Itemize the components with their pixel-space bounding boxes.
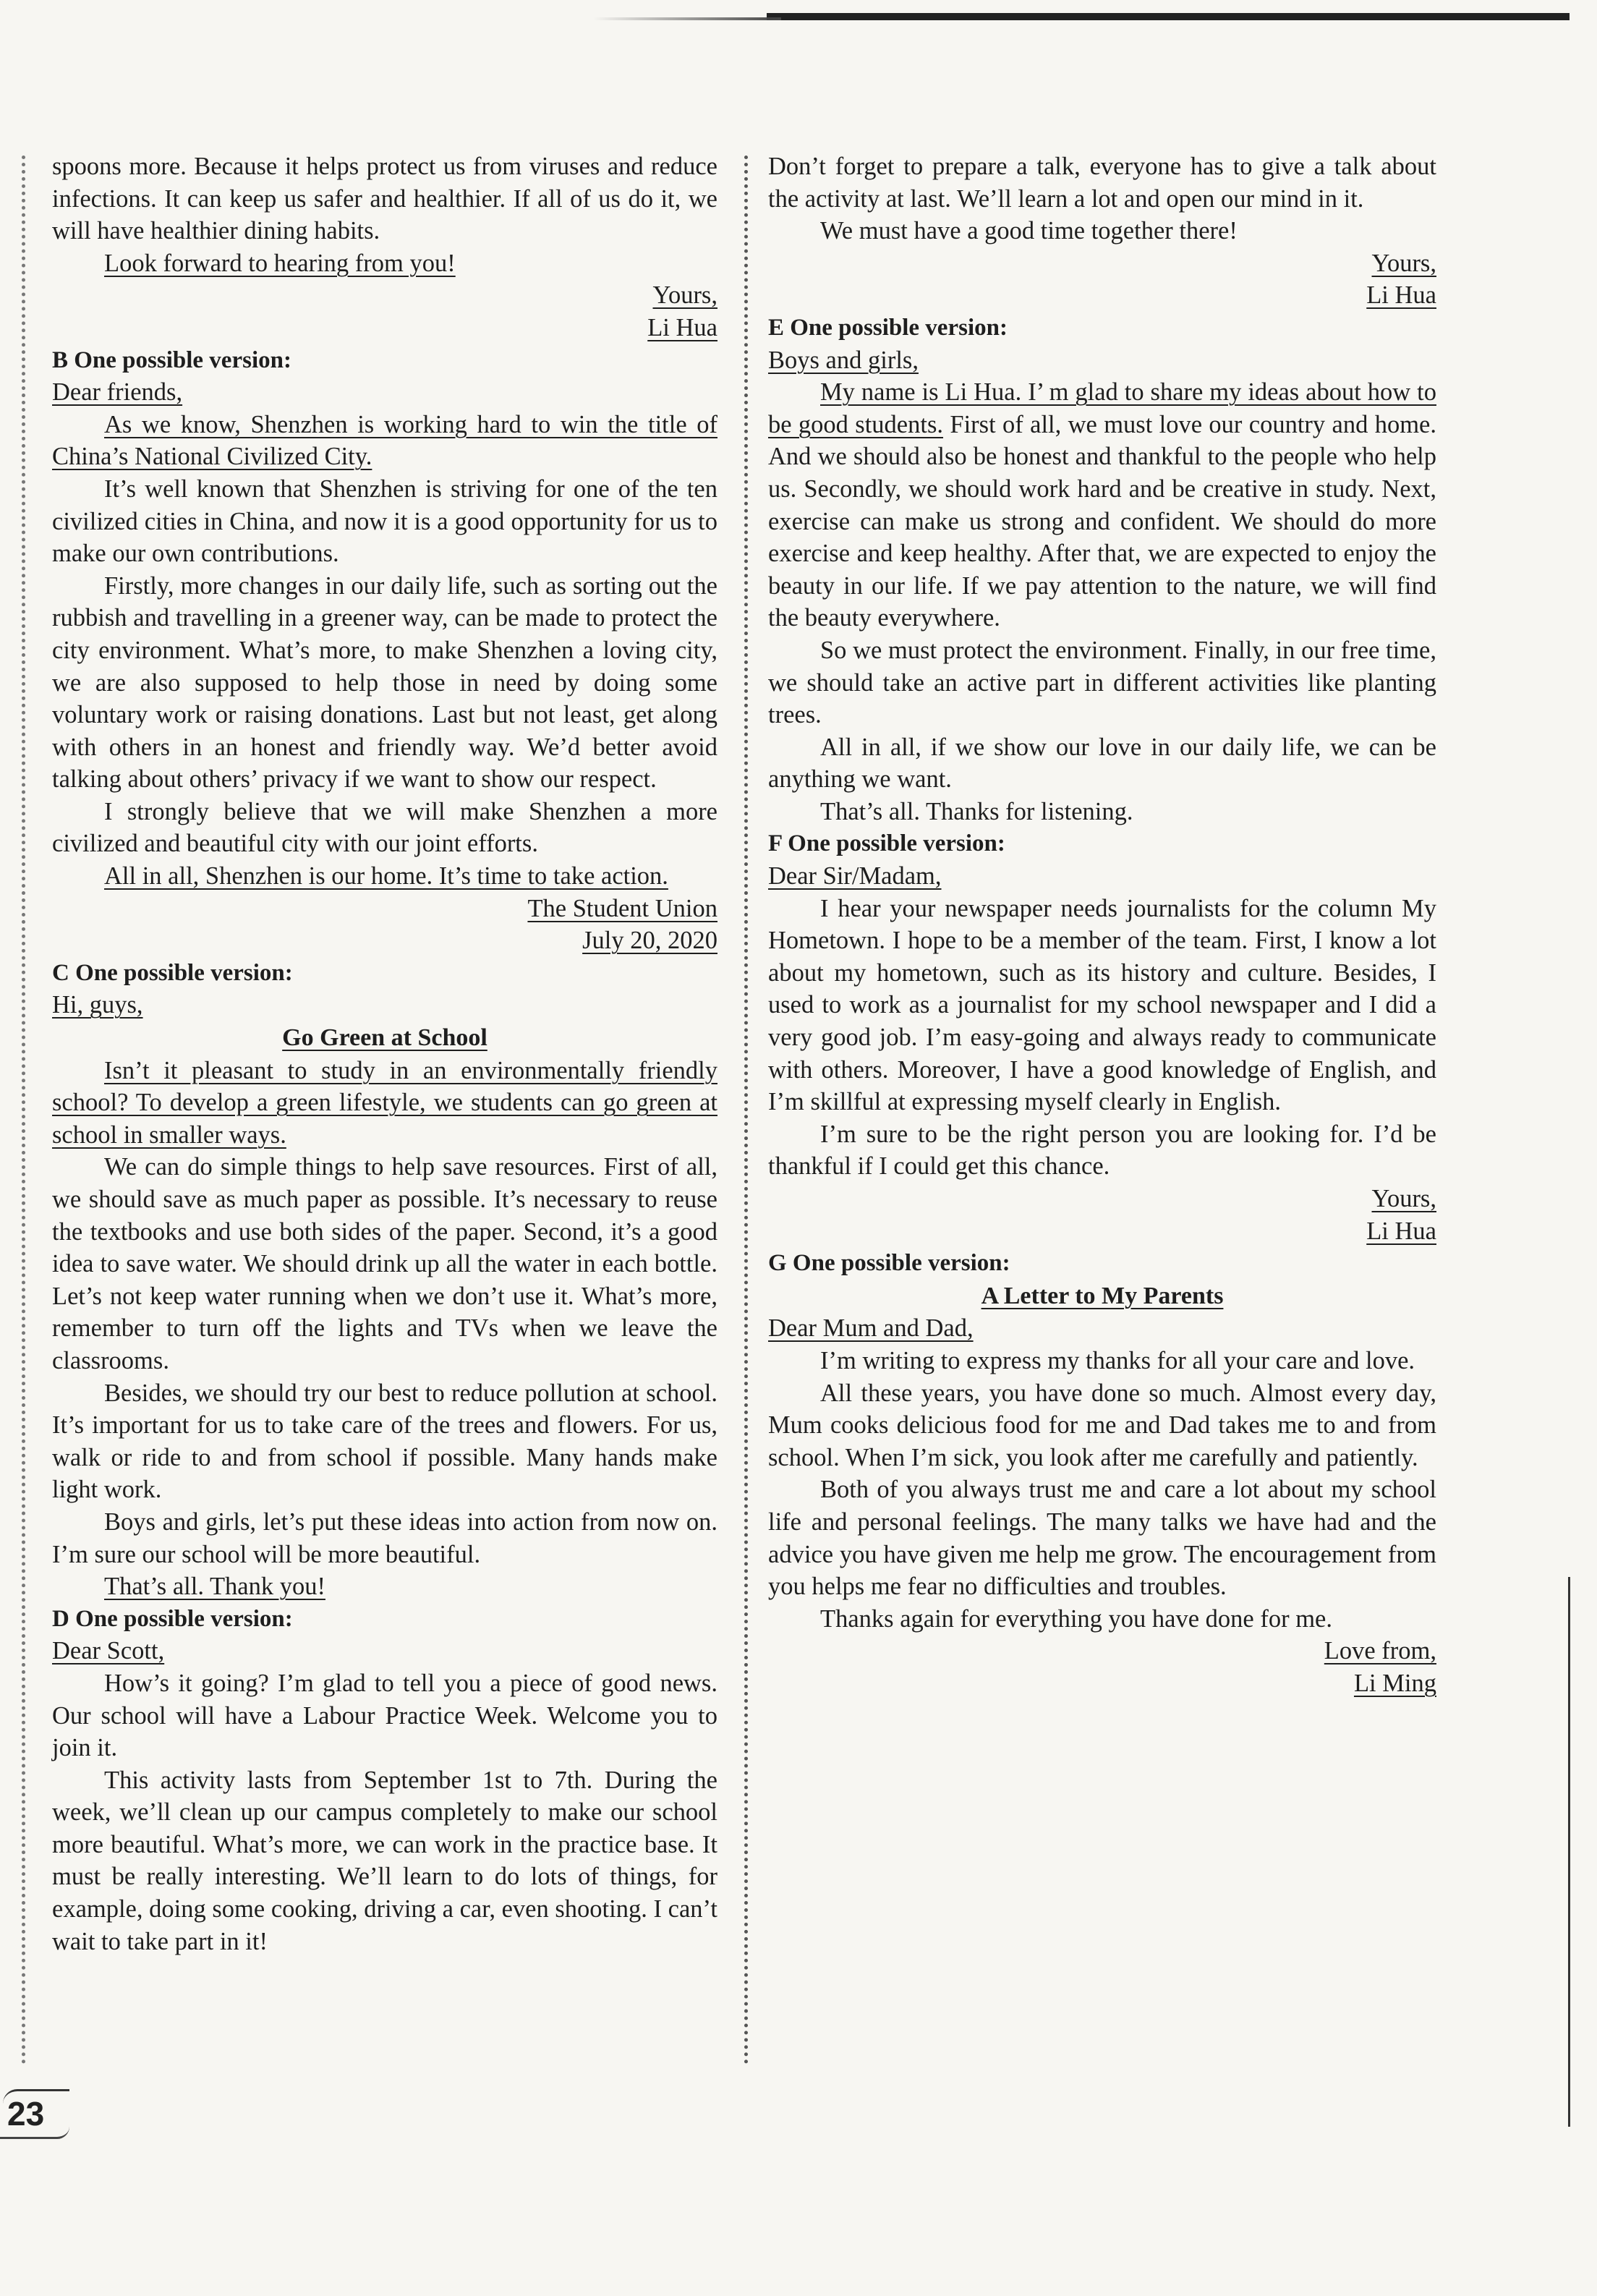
d-greeting: Dear Scott, bbox=[52, 1637, 165, 1665]
e-paragraph-1-underlined: My name is Li Hua. I’ m glad to share my ideas about how to be good students. bbox=[768, 378, 1436, 438]
b-greeting: Dear friends, bbox=[52, 378, 183, 407]
b-paragraph-2: It’s well known that Shenzhen is striving for one of the ten civilized cities in China, and now it is a good opportunity for us to make our own contributions. bbox=[52, 475, 717, 568]
d-paragraph-4: We must have a good time together there! bbox=[820, 217, 1238, 245]
f-paragraph-1: I hear your newspaper needs journalists for the column My Hometown. I hope to be a member of the team. First, I know a lot about my hometown, such as its history and culture. Besides, I used to work as a journalist for my school newspaper and I did a very good job. I’m easy-going and always ready to communicate with others. Moreover, I have a good knowledge of English, and I’m skillful at expressing myself clearly in English. bbox=[768, 894, 1436, 1116]
b-signature: The Student Union bbox=[527, 894, 717, 922]
g-paragraph-3: Both of you always trust me and care a lot about my school life and personal feelings. The many talks we have had and the advice you have given me help me grow. The encouragement from you helps me fear no difficulties and troubles. bbox=[768, 1476, 1436, 1601]
g-love-from: Love from, bbox=[1324, 1637, 1436, 1665]
b-paragraph-1: As we know, Shenzhen is working hard to win the title of China’s National Civilized City. bbox=[52, 410, 717, 471]
section-g-label: G One possible version: bbox=[768, 1250, 1010, 1277]
right-column bbox=[768, 150, 1436, 1700]
a-closing: Look forward to hearing from you! bbox=[104, 249, 456, 277]
a-yours: Yours, bbox=[652, 281, 717, 310]
c-paragraph-5: That’s all. Thank you! bbox=[104, 1573, 325, 1601]
c-paragraph-2: We can do simple things to help save resources. First of all, we should save as much paper as possible. It’s necessary to reuse the textbooks and use both sides of the paper. Second, it’s a good idea to save water. We should drink up all the water in each bottle. Let’s not keep water running when we don’t use it. What’s more, remember to turn off the lights and TVs when we leave the classrooms. bbox=[52, 1153, 717, 1374]
left-column bbox=[52, 150, 717, 1957]
a-paragraph-1: spoons more. Because it helps protect us from viruses and reduce infections. It can keep us safer and healthier. If all of us do it, we will have healthier dining habits. bbox=[52, 153, 717, 245]
b-paragraph-3: Firstly, more changes in our daily life, such as sorting out the rubbish and travelling in a greener way, can be made to protect the city environment. What’s more, to make Shenzhen a loving city, we are also supposed to help those in need by doing some voluntary work or raising donations. Last but not least, get along with others in an honest and friendly way. We’d better avoid talking about others’ privacy if we want to show our respect. bbox=[52, 571, 717, 794]
f-yours: Yours, bbox=[1371, 1185, 1436, 1212]
section-e-label: E One possible version: bbox=[768, 314, 1008, 341]
top-rule-fade bbox=[593, 17, 781, 20]
left-margin-dots bbox=[22, 156, 25, 2065]
c-paragraph-4: Boys and girls, let’s put these ideas into action from now on. I’m sure our school will be more beautiful. bbox=[52, 1508, 717, 1568]
g-signature: Li Ming bbox=[1353, 1669, 1436, 1697]
d-paragraph-2: This activity lasts from September 1st to 7th. During the week, we’ll clean up our campus completely to make our school more beautiful. What’s more, we can work in the practice base. It must be really interesting. We’ll learn to do lots of things, for example, doing some cooking, driving a car, even shooting. I can’t wait to take part in it! bbox=[52, 1766, 717, 1955]
d-paragraph-3: Don’t forget to prepare a talk, everyone has to give a talk about the activity at last. We’ll learn a lot and open our mind in it. bbox=[768, 153, 1436, 213]
g-paragraph-4: Thanks again for everything you have done for me. bbox=[820, 1604, 1332, 1633]
b-paragraph-4: I strongly believe that we will make Shenzhen a more civilized and beautiful city with our joint efforts. bbox=[52, 797, 717, 858]
e-paragraph-4: That’s all. Thanks for listening. bbox=[820, 797, 1133, 825]
g-paragraph-2: All these years, you have done so much. Almost every day, Mum cooks delicious food for me and Dad takes me to and from school. When I’m sick, you look after me carefully and patiently. bbox=[768, 1379, 1436, 1471]
c-greeting: Hi, guys, bbox=[52, 991, 143, 1019]
c-paragraph-3: Besides, we should try our best to reduce pollution at school. It’s important for us to take care of the trees and flowers. For us, walk or ride to and from school if possible. Many hands make light work. bbox=[52, 1379, 717, 1504]
d-signature: Li Hua bbox=[1366, 281, 1436, 310]
c-title: Go Green at School bbox=[282, 1024, 487, 1052]
top-rule bbox=[767, 13, 1570, 20]
g-title: A Letter to My Parents bbox=[981, 1282, 1224, 1309]
a-signature: Li Hua bbox=[647, 313, 717, 341]
e-paragraph-2: So we must protect the environment. Finally, in our free time, we should take an active part in different activities like planting trees. bbox=[768, 636, 1436, 729]
e-paragraph-1-rest: First of all, we must love our country and home. And we should also be honest and thankful to the people who help us. Secondly, we should work hard and be creative in study. Next, exercise can make us strong and confident. We should do more exercise and keep healthy. After that, we are expected to enjoy the beauty in our life. If we pay attention to the nature, we will find the beauty everywhere. bbox=[768, 410, 1436, 632]
g-greeting: Dear Mum and Dad, bbox=[768, 1314, 974, 1343]
d-paragraph-1: How’s it going? I’m glad to tell you a piece of good news. Our school will have a Labour Practice Week. Welcome you to join it. bbox=[52, 1669, 717, 1762]
f-signature: Li Hua bbox=[1366, 1217, 1436, 1245]
page-number: 23 bbox=[3, 2089, 69, 2136]
f-paragraph-2: I’m sure to be the right person you are looking for. I’d be thankful if I could get this chance. bbox=[768, 1120, 1436, 1181]
g-paragraph-1: I’m writing to express my thanks for all your care and love. bbox=[820, 1346, 1415, 1374]
e-greeting: Boys and girls, bbox=[768, 346, 919, 374]
section-b-label: B One possible version: bbox=[52, 346, 291, 373]
section-d-label: D One possible version: bbox=[52, 1605, 293, 1632]
f-greeting: Dear Sir/Madam, bbox=[768, 862, 942, 890]
page-number-curve bbox=[0, 2127, 69, 2139]
b-paragraph-5: All in all, Shenzhen is our home. It’s time to take action. bbox=[104, 862, 668, 890]
section-f-label: F One possible version: bbox=[768, 830, 1005, 857]
right-edge-line bbox=[1568, 1577, 1570, 2127]
d-yours: Yours, bbox=[1371, 249, 1436, 277]
column-divider bbox=[744, 156, 748, 2065]
b-date: July 20, 2020 bbox=[582, 927, 717, 955]
e-paragraph-3: All in all, if we show our love in our daily life, we can be anything we want. bbox=[768, 733, 1436, 794]
c-paragraph-1: Isn’t it pleasant to study in an environmentally friendly school? To develop a green lifestyle, we students can go green at school in smaller ways. bbox=[52, 1056, 717, 1149]
section-c-label: C One possible version: bbox=[52, 959, 293, 986]
